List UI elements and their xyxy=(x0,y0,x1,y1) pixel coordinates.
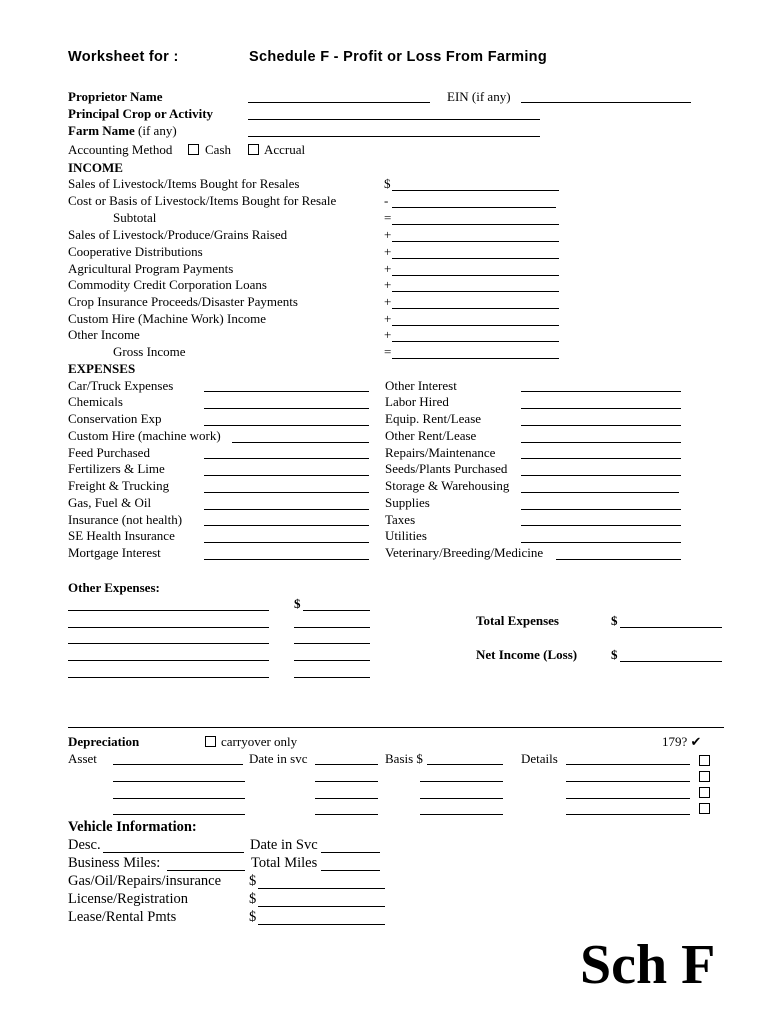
income-row-sign: + xyxy=(384,261,392,276)
other-expense-amount-field[interactable] xyxy=(303,610,370,611)
farm-name-label xyxy=(68,123,177,139)
income-row-sign: + xyxy=(384,277,392,292)
license-registration-dollar: $ xyxy=(249,891,257,907)
expense-label: Veterinary/Breeding/Medicine xyxy=(385,545,544,560)
principal-crop-label: Principal Crop or Activity xyxy=(68,106,214,121)
basis-field[interactable] xyxy=(420,798,503,799)
asset-field[interactable] xyxy=(113,814,245,815)
income-row-label: Commodity Credit Corporation Loans xyxy=(68,277,267,292)
net-income-dollar: $ xyxy=(611,647,618,662)
expense-label: SE Health Insurance xyxy=(68,528,175,543)
section-divider xyxy=(68,727,724,728)
expense-label: Insurance (not health) xyxy=(68,512,183,527)
expense-label: Custom Hire (machine work) xyxy=(68,428,221,443)
expense-label: Utilities xyxy=(385,528,427,543)
farm-name-label-bold: Farm Name xyxy=(68,123,135,138)
income-row-field[interactable] xyxy=(392,207,556,208)
vehicle-info-heading: Vehicle Information: xyxy=(68,819,197,835)
license-registration-field[interactable] xyxy=(258,906,385,907)
vehicle-desc-label: Desc. xyxy=(68,837,101,853)
farm-name-field[interactable] xyxy=(248,136,540,137)
license-registration-label: License/Registration xyxy=(68,891,188,907)
income-row-label: Other Income xyxy=(68,327,140,342)
basis-field[interactable] xyxy=(420,781,503,782)
expense-label: Equip. Rent/Lease xyxy=(385,411,482,426)
expense-label: Taxes xyxy=(385,512,416,527)
other-expense-desc-field[interactable] xyxy=(68,643,269,644)
vehicle-desc-field[interactable] xyxy=(103,852,244,853)
proprietor-name-field[interactable] xyxy=(248,102,430,103)
page-title: Schedule F - Profit or Loss From Farming xyxy=(249,49,547,65)
cash-label: Cash xyxy=(205,142,231,157)
expenses-heading: EXPENSES xyxy=(68,361,136,376)
basis-field[interactable] xyxy=(427,764,503,765)
subtotal-label: Subtotal xyxy=(113,210,157,225)
income-row-sign: = xyxy=(384,344,392,359)
worksheet-for-label: Worksheet for : xyxy=(68,49,179,65)
accounting-method-label: Accounting Method xyxy=(68,142,173,157)
expense-field[interactable] xyxy=(521,542,681,543)
principal-crop-field[interactable] xyxy=(248,119,540,120)
farm-name-label-rest: (if any) xyxy=(138,123,177,138)
income-row-label: Cost or Basis of Livestock/Items Bought for Resale xyxy=(68,193,337,208)
income-row-field[interactable] xyxy=(392,291,559,292)
expense-field[interactable] xyxy=(232,442,369,443)
gas-repairs-field[interactable] xyxy=(258,888,385,889)
schedule-f-mark: Sch F xyxy=(580,934,716,996)
section-179-checkbox[interactable] xyxy=(699,755,710,766)
income-row-field[interactable] xyxy=(392,341,559,342)
lease-rental-field[interactable] xyxy=(258,924,385,925)
expense-field[interactable] xyxy=(521,458,681,459)
section-179-checkbox[interactable] xyxy=(699,771,710,782)
expense-field[interactable] xyxy=(521,525,681,526)
expense-field[interactable] xyxy=(204,475,369,476)
vehicle-date-label: Date in Svc xyxy=(250,837,318,853)
expense-field[interactable] xyxy=(204,559,369,560)
expense-field[interactable] xyxy=(204,542,369,543)
basis-label: Basis $ xyxy=(385,751,423,766)
income-row-sign: + xyxy=(384,311,392,326)
other-expense-desc-field[interactable] xyxy=(68,610,269,611)
other-expenses-heading: Other Expenses: xyxy=(68,580,160,595)
subtotal-field[interactable] xyxy=(392,224,559,225)
expense-field[interactable] xyxy=(521,408,681,409)
expense-label: Chemicals xyxy=(68,394,123,409)
expense-label: Mortgage Interest xyxy=(68,545,161,560)
business-miles-label: Business Miles: xyxy=(68,855,161,871)
business-miles-field[interactable] xyxy=(167,870,245,871)
date-in-svc-field[interactable] xyxy=(315,781,378,782)
other-expense-amount-field[interactable] xyxy=(294,677,370,678)
details-field[interactable] xyxy=(566,798,690,799)
income-row-label: Crop Insurance Proceeds/Disaster Payments xyxy=(68,294,298,309)
details-field[interactable] xyxy=(566,781,690,782)
expense-label: Car/Truck Expenses xyxy=(68,378,174,393)
income-row-sign: $ xyxy=(384,176,391,191)
expense-field[interactable] xyxy=(556,559,681,560)
expense-field[interactable] xyxy=(521,391,681,392)
other-expense-amount-field[interactable] xyxy=(294,643,370,644)
section-179-checkbox[interactable] xyxy=(699,787,710,798)
gross-income-label: Gross Income xyxy=(113,344,186,359)
expense-field[interactable] xyxy=(204,509,369,510)
income-row-sign: + xyxy=(384,327,392,342)
expense-label: Other Interest xyxy=(385,378,457,393)
income-row-field[interactable] xyxy=(392,275,559,276)
date-in-svc-field[interactable] xyxy=(315,814,378,815)
ein-field[interactable] xyxy=(521,102,691,103)
income-heading: INCOME xyxy=(68,160,123,175)
other-expense-desc-field[interactable] xyxy=(68,660,269,661)
expense-label: Fertilizers & Lime xyxy=(68,461,165,476)
carryover-checkbox[interactable] xyxy=(205,736,216,747)
expense-field[interactable] xyxy=(521,492,679,493)
total-expenses-label: Total Expenses xyxy=(476,613,559,628)
expense-field[interactable] xyxy=(204,425,369,426)
total-miles-label: Total Miles xyxy=(251,855,318,871)
expense-label: Gas, Fuel & Oil xyxy=(68,495,152,510)
asset-field[interactable] xyxy=(113,798,245,799)
expense-field[interactable] xyxy=(521,509,681,510)
total-expenses-field[interactable] xyxy=(620,627,722,628)
lease-rental-label: Lease/Rental Pmts xyxy=(68,909,177,925)
gross-income-field[interactable] xyxy=(392,358,559,359)
income-row-sign: + xyxy=(384,227,392,242)
income-row-label: Sales of Livestock/Items Bought for Resales xyxy=(68,176,300,191)
gas-repairs-dollar: $ xyxy=(249,873,257,889)
income-row-field[interactable] xyxy=(392,241,559,242)
net-income-field[interactable] xyxy=(620,661,722,662)
depreciation-heading: Depreciation xyxy=(68,734,140,749)
asset-label: Asset xyxy=(68,751,97,766)
net-income-label: Net Income (Loss) xyxy=(476,647,578,662)
expense-label: Freight & Trucking xyxy=(68,478,170,493)
expense-label: Labor Hired xyxy=(385,394,449,409)
ein-label: EIN (if any) xyxy=(447,89,511,104)
expense-field[interactable] xyxy=(204,525,369,526)
proprietor-name-label: Proprietor Name xyxy=(68,89,163,104)
income-row-label: Agricultural Program Payments xyxy=(68,261,234,276)
details-field[interactable] xyxy=(566,814,690,815)
other-expense-dollar: $ xyxy=(294,596,301,611)
income-row-field[interactable] xyxy=(392,190,559,191)
accrual-label: Accrual xyxy=(264,142,306,157)
expense-label: Storage & Warehousing xyxy=(385,478,510,493)
expense-field[interactable] xyxy=(521,475,681,476)
other-expense-amount-field[interactable] xyxy=(294,660,370,661)
income-row-sign: + xyxy=(384,294,392,309)
income-row-sign: - xyxy=(384,193,389,208)
basis-field[interactable] xyxy=(420,814,503,815)
total-expenses-dollar: $ xyxy=(611,613,618,628)
expense-label: Supplies xyxy=(385,495,430,510)
expense-label: Seeds/Plants Purchased xyxy=(385,461,508,476)
total-miles-field[interactable] xyxy=(321,870,380,871)
income-row-sign: = xyxy=(384,210,392,225)
income-row-sign: + xyxy=(384,244,392,259)
vehicle-date-field[interactable] xyxy=(321,852,380,853)
cash-checkbox[interactable] xyxy=(188,144,199,155)
expense-field[interactable] xyxy=(521,442,681,443)
carryover-label: carryover only xyxy=(221,734,298,749)
expense-field[interactable] xyxy=(521,425,681,426)
details-label: Details xyxy=(521,751,558,766)
lease-rental-dollar: $ xyxy=(249,909,257,925)
section-179-label: 179? ✔ xyxy=(662,734,702,749)
income-row-label: Cooperative Distributions xyxy=(68,244,203,259)
income-row-field[interactable] xyxy=(392,308,559,309)
other-expense-desc-field[interactable] xyxy=(68,627,269,628)
date-in-svc-field[interactable] xyxy=(315,798,378,799)
gas-repairs-label: Gas/Oil/Repairs/insurance xyxy=(68,873,222,889)
expense-field[interactable] xyxy=(204,492,369,493)
income-row-field[interactable] xyxy=(392,258,559,259)
asset-field[interactable] xyxy=(113,764,243,765)
accrual-checkbox[interactable] xyxy=(248,144,259,155)
other-expense-amount-field[interactable] xyxy=(294,627,370,628)
income-row-field[interactable] xyxy=(392,325,559,326)
date-in-svc-label: Date in svc xyxy=(249,751,308,766)
income-row-label: Sales of Livestock/Produce/Grains Raised xyxy=(68,227,288,242)
expense-label: Conservation Exp xyxy=(68,411,162,426)
date-in-svc-field[interactable] xyxy=(315,764,378,765)
expense-field[interactable] xyxy=(204,391,369,392)
expense-field[interactable] xyxy=(204,408,369,409)
expense-label: Other Rent/Lease xyxy=(385,428,477,443)
details-field[interactable] xyxy=(566,764,690,765)
expense-label: Feed Purchased xyxy=(68,445,150,460)
expense-field[interactable] xyxy=(204,458,369,459)
other-expense-desc-field[interactable] xyxy=(68,677,269,678)
income-row-label: Custom Hire (Machine Work) Income xyxy=(68,311,266,326)
section-179-checkbox[interactable] xyxy=(699,803,710,814)
expense-label: Repairs/Maintenance xyxy=(385,445,496,460)
asset-field[interactable] xyxy=(113,781,245,782)
